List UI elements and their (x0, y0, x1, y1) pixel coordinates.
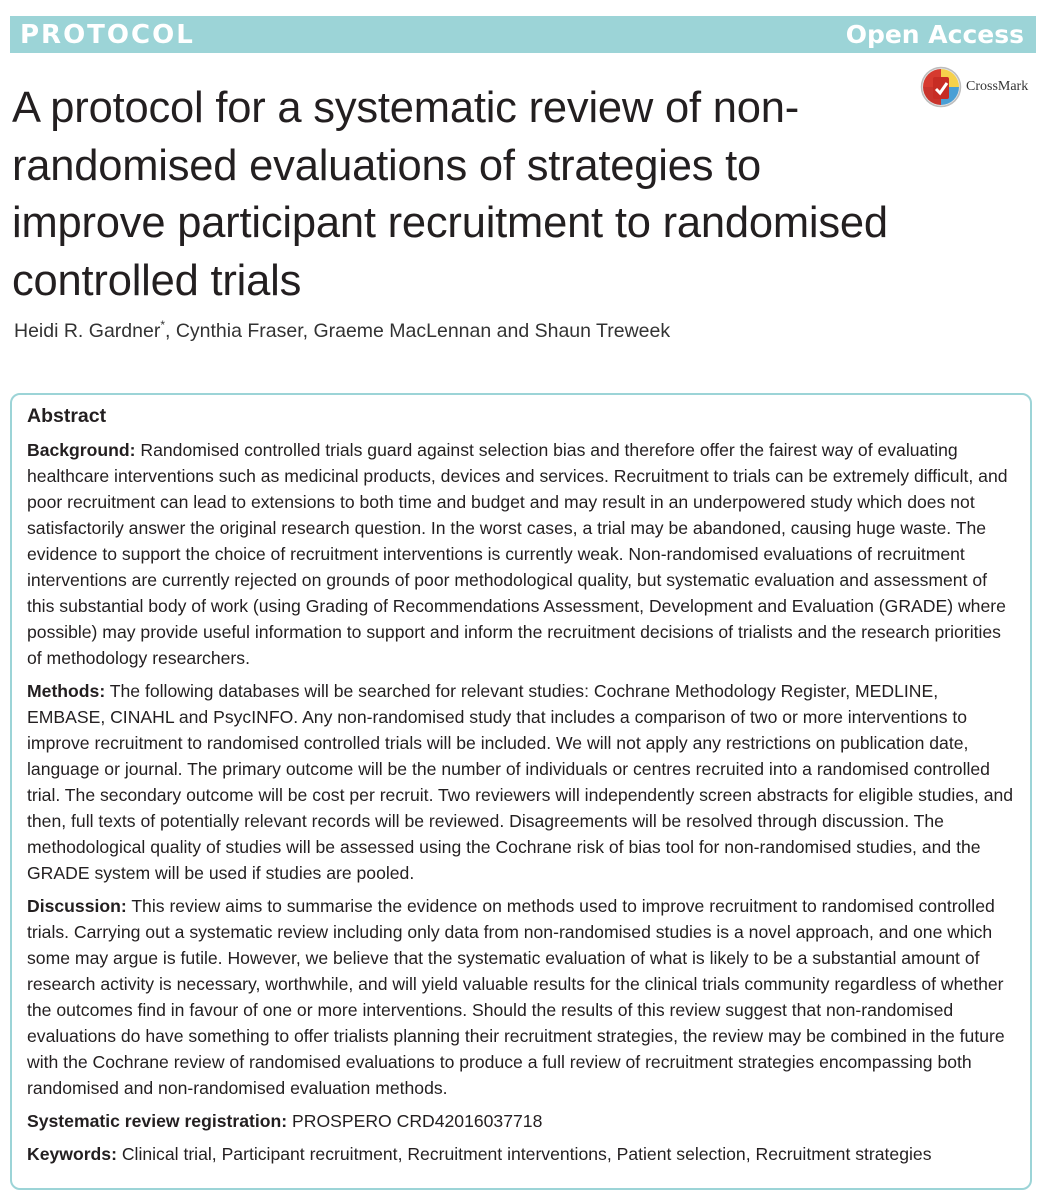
open-access-label[interactable]: Open Access (845, 20, 1024, 49)
background-text: Randomised controlled trials guard against selection bias and therefore offer the fairest way of evaluating healthcare interventions such as medicinal products, devices and services. Recruitment to trials can be extremely difficult, and poor recruitment can lead to extensions to both time and budget and may result in an underpowered study which does not satisfactorily answer the original research question. In the worst cases, a trial may be abandoned, causing huge waste. The evidence to support the choice of recruitment interventions is currently weak. Non-randomised evaluations of recruitment interventions are currently rejected on grounds of poor methodological quality, but systematic evaluation and assessment of this substantial body of work (using Grading of Recommendations Assessment, Development and Evaluation (GRADE) where possible) may provide useful information to support and inform the recruitment decisions of trialists and the research priorities of methodology researchers. (27, 440, 1008, 668)
methods-label: Methods: (27, 681, 106, 701)
registration-label: Systematic review registration: (27, 1111, 288, 1131)
header-bar (10, 16, 1036, 53)
abstract-discussion (27, 893, 1016, 1101)
discussion-text: This review aims to summarise the evidence on methods used to improve recruitment to randomised controlled trials. Carrying out a systematic review including only data from non-randomised studies is a novel approach, and one which some may argue is futile. However, we believe that the systematic evaluation of what is likely to be a substantial amount of research activity is necessary, worthwhile, and will yield valuable results for the clinical trials community regardless of whether the outcomes find in favour of one or more interventions. Should the results of this review suggest that non-randomised evaluations do have something to offer trialists planning their recruitment strategies, the review may be combined in the future with the Cochrane review of randomised evaluations to produce a full review of recruitment strategies encompassing both randomised and non-randomised evaluation methods. (27, 896, 1005, 1098)
keywords-text: Clinical trial, Participant recruitment, Recruitment interventions, Patient selection, Recruitment strategies (121, 1144, 932, 1164)
author-list (14, 318, 670, 343)
abstract-methods (27, 678, 1016, 886)
crossmark-icon (920, 66, 962, 108)
abstract-background (27, 437, 1016, 671)
background-label: Background: (27, 440, 136, 460)
crossmark-label: CrossMark (966, 79, 1029, 94)
section-label: PROTOCOL (20, 19, 195, 50)
abstract-heading: Abstract (27, 405, 107, 427)
methods-text: The following databases will be searched for relevant studies: Cochrane Methodology Register, MEDLINE, EMBASE, CINAHL and PsycINFO. Any non-randomised study that includes a comparison of two or more interventions to improve recruitment to randomised controlled trials will be included. We will not apply any restrictions on publication date, language or journal. The primary outcome will be the number of individuals or centres recruited into a randomised controlled trial. The secondary outcome will be cost per recruit. Two reviewers will independently screen abstracts for eligible studies, and then, full texts of potentially relevant records will be reviewed. Disagreements will be resolved through discussion. The methodological quality of studies will be assessed using the Cochrane risk of bias tool for non-randomised studies, and the GRADE system will be used if studies are pooled. (27, 681, 1014, 883)
article-title: A protocol for a systematic review of non-randomised evaluations of strategies to improve participant recruitment to randomised controlled trials (12, 84, 888, 305)
author-rest: , Cynthia Fraser, Graeme MacLennan and Shaun Treweek (164, 320, 671, 342)
crossmark-badge[interactable] (920, 66, 1028, 108)
registration-text: PROSPERO CRD42016037718 (292, 1111, 543, 1131)
abstract-box (10, 393, 1032, 1190)
discussion-label: Discussion: (27, 896, 127, 916)
abstract-keywords (27, 1141, 1016, 1167)
abstract-registration (27, 1108, 1016, 1134)
author-first[interactable]: Heidi R. Gardner (14, 320, 161, 342)
corresponding-author-marker: * (160, 318, 165, 332)
keywords-label: Keywords: (27, 1144, 117, 1164)
